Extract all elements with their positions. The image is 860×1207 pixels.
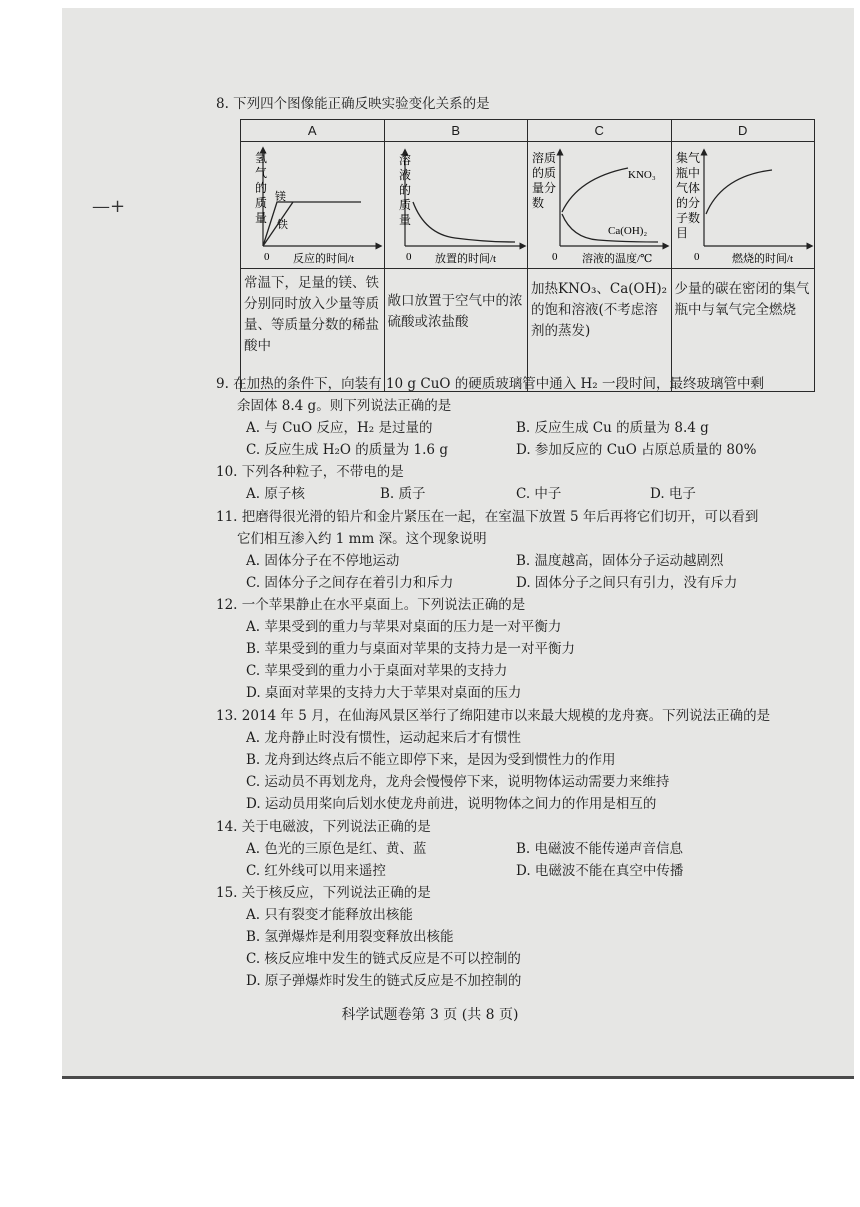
graph-b-curve [413,202,515,242]
graph-d [672,142,815,268]
graph-c-ylabel-2: 量分 [532,181,557,195]
graph-d-ylabel-5: 目 [675,226,688,240]
q14-option-c: C. 红外线可以用来遥控 [246,863,386,879]
graph-c-ylabel-1: 的质 [532,166,557,180]
graph-c-label-kno3: KNO₃ [628,169,656,181]
graph-b [385,142,528,268]
q12-option-b: B. 苹果受到的重力与桌面对苹果的支持力是一对平衡力 [246,641,576,657]
q15-option-c: C. 核反应堆中发生的链式反应是不可以控制的 [246,951,521,967]
graph-b-xlabel: 放置的时间/t [434,253,496,265]
q8-header-c: C [528,120,672,142]
graph-b-origin: 0 [405,251,411,263]
q13-option-b: B. 龙舟到达终点后不能立即停下来，是因为受到惯性力的作用 [246,752,616,768]
q9-option-d: D. 参加反应的 CuO 占原总质量的 80% [516,442,757,458]
q14-option-d: D. 电磁波不能在真空中传播 [516,863,684,879]
q8-header-a: A [241,120,385,142]
q8-header-b: B [384,120,528,142]
graph-a-ylabel-0: 氢 [255,151,268,165]
q8-desc-d: 少量的碳在密闭的集气瓶中与氧气完全燃烧 [674,281,810,318]
graph-c-kno3-curve [562,168,628,212]
graph-a-ylabel-3: 质 [255,196,268,210]
q11-option-b: B. 温度越高，固体分子运动越剧烈 [516,553,724,569]
q11-option-c: C. 固体分子之间存在着引力和斥力 [246,575,454,591]
q13-stem: 13. 2014 年 5 月，在仙海风景区举行了绵阳建市以来最大规模的龙舟赛。下列说法正确的是 [216,708,771,724]
graph-b-ylabel-4: 量 [398,213,411,227]
q9-option-c: C. 反应生成 H₂O 的质量为 1.6 g [246,442,448,458]
q8-stem: 8. 下列四个图像能正确反映实验变化关系的是 [216,96,490,112]
q14-option-a: A. 色光的三原色是红、黄、蓝 [246,841,427,857]
graph-c-origin: 0 [552,251,558,263]
graph-b-ylabel-0: 溶 [398,153,411,167]
sheet-edge [62,1076,854,1079]
graph-a-ylabel-2: 的 [255,181,268,195]
q11-option-d: D. 固体分子之间只有引力，没有斥力 [516,575,738,591]
graph-a-xlabel: 反应的时间/t [293,253,355,265]
graph-a-ylabel-4: 量 [255,211,268,225]
q15-option-d: D. 原子弹爆炸时发生的链式反应是不加控制的 [246,973,522,989]
q15-option-a: A. 只有裂变才能释放出核能 [246,907,413,923]
q13-option-a: A. 龙舟静止时没有惯性，运动起来后才有惯性 [246,730,521,746]
q14-stem: 14. 关于电磁波，下列说法正确的是 [216,819,431,835]
q15-stem: 15. 关于核反应，下列说法正确的是 [216,885,431,901]
graph-b-ylabel-2: 的 [398,183,411,197]
q10-option-c: C. 中子 [516,486,562,502]
q11-line1: 11. 把磨得很光滑的铅片和金片紧压在一起，在室温下放置 5 年后再将它们切开，可以看到 [216,509,759,525]
q12-option-c: C. 苹果受到的重力小于桌面对苹果的支持力 [246,663,508,679]
q10-stem: 10. 下列各种粒子，不带电的是 [216,464,404,480]
q9-line2: 余固体 8.4 g。则下列说法正确的是 [237,398,452,414]
q8-header-d: D [671,120,815,142]
graph-a-label-mg: 镁 [275,191,286,203]
q13-option-c: C. 运动员不再划龙舟，龙舟会慢慢停下来，说明物体运动需要力来维持 [246,774,670,790]
graph-c-label-caoh2: Ca(OH)₂ [608,225,648,237]
graph-d-xlabel: 燃烧的时间/t [731,253,793,265]
graph-b-ylabel-1: 液 [398,168,411,182]
graph-d-ylabel-1: 瓶中 [675,166,700,180]
q12-stem: 12. 一个苹果静止在水平桌面上。下列说法正确的是 [216,597,526,613]
graph-d-ylabel-0: 集气 [675,151,700,165]
graph-a-ylabel-1: 气 [255,166,268,180]
graph-d-ylabel-2: 气体 [675,181,700,195]
q8-desc-a: 常温下，足量的镁、铁分别同时放入少量等质量、等质量分数的稀盐酸中 [244,275,379,354]
graph-a-label-fe: 铁 [277,219,288,231]
binding-mark: —+ [92,196,126,217]
q8-desc-c: 加热KNO₃、Ca(OH)₂的饱和溶液(不考虑溶剂的蒸发) [531,281,668,339]
graph-c-ylabel-3: 数 [532,196,545,210]
q10-option-b: B. 质子 [380,486,426,502]
q9-option-a: A. 与 CuO 反应，H₂ 是过量的 [246,420,433,436]
graph-d-ylabel-4: 子数 [675,211,700,225]
q8-table [240,119,815,392]
graph-a [241,142,384,268]
q9-line1: 9. 在加热的条件下，向装有 10 g CuO 的硬质玻璃管中通入 H₂ 一段时间，最终玻璃管中剩 [216,376,765,392]
q9-option-b: B. 反应生成 Cu 的质量为 8.4 g [516,420,709,436]
q8-desc-b: 敞口放置于空气中的浓硫酸或浓盐酸 [387,293,523,330]
graph-d-ylabel-3: 的分 [675,196,700,210]
graph-c-xlabel: 溶液的温度/℃ [582,253,653,265]
q10-option-a: A. 原子核 [246,486,305,502]
q12-option-d: D. 桌面对苹果的支持力大于苹果对桌面的压力 [246,685,522,701]
q10-option-d: D. 电子 [650,486,696,502]
q14-option-b: B. 电磁波不能传递声音信息 [516,841,684,857]
q13-option-d: D. 运动员用桨向后划水使龙舟前进，说明物体之间力的作用是相互的 [246,796,657,812]
q15-option-b: B. 氢弹爆炸是利用裂变释放出核能 [246,929,454,945]
graph-a-origin: 0 [264,251,270,263]
q11-option-a: A. 固体分子在不停地运动 [246,553,400,569]
graph-c [528,142,671,268]
graph-d-origin: 0 [693,251,699,263]
graph-c-ylabel-0: 溶质 [532,151,557,165]
graph-b-ylabel-3: 质 [398,198,411,212]
q12-option-a: A. 苹果受到的重力与苹果对桌面的压力是一对平衡力 [246,619,562,635]
graph-d-curve [706,170,772,214]
page-footer: 科学试题卷第 3 页 (共 8 页) [341,1007,519,1023]
q11-line2: 它们相互渗入约 1 mm 深。这个现象说明 [237,531,487,547]
